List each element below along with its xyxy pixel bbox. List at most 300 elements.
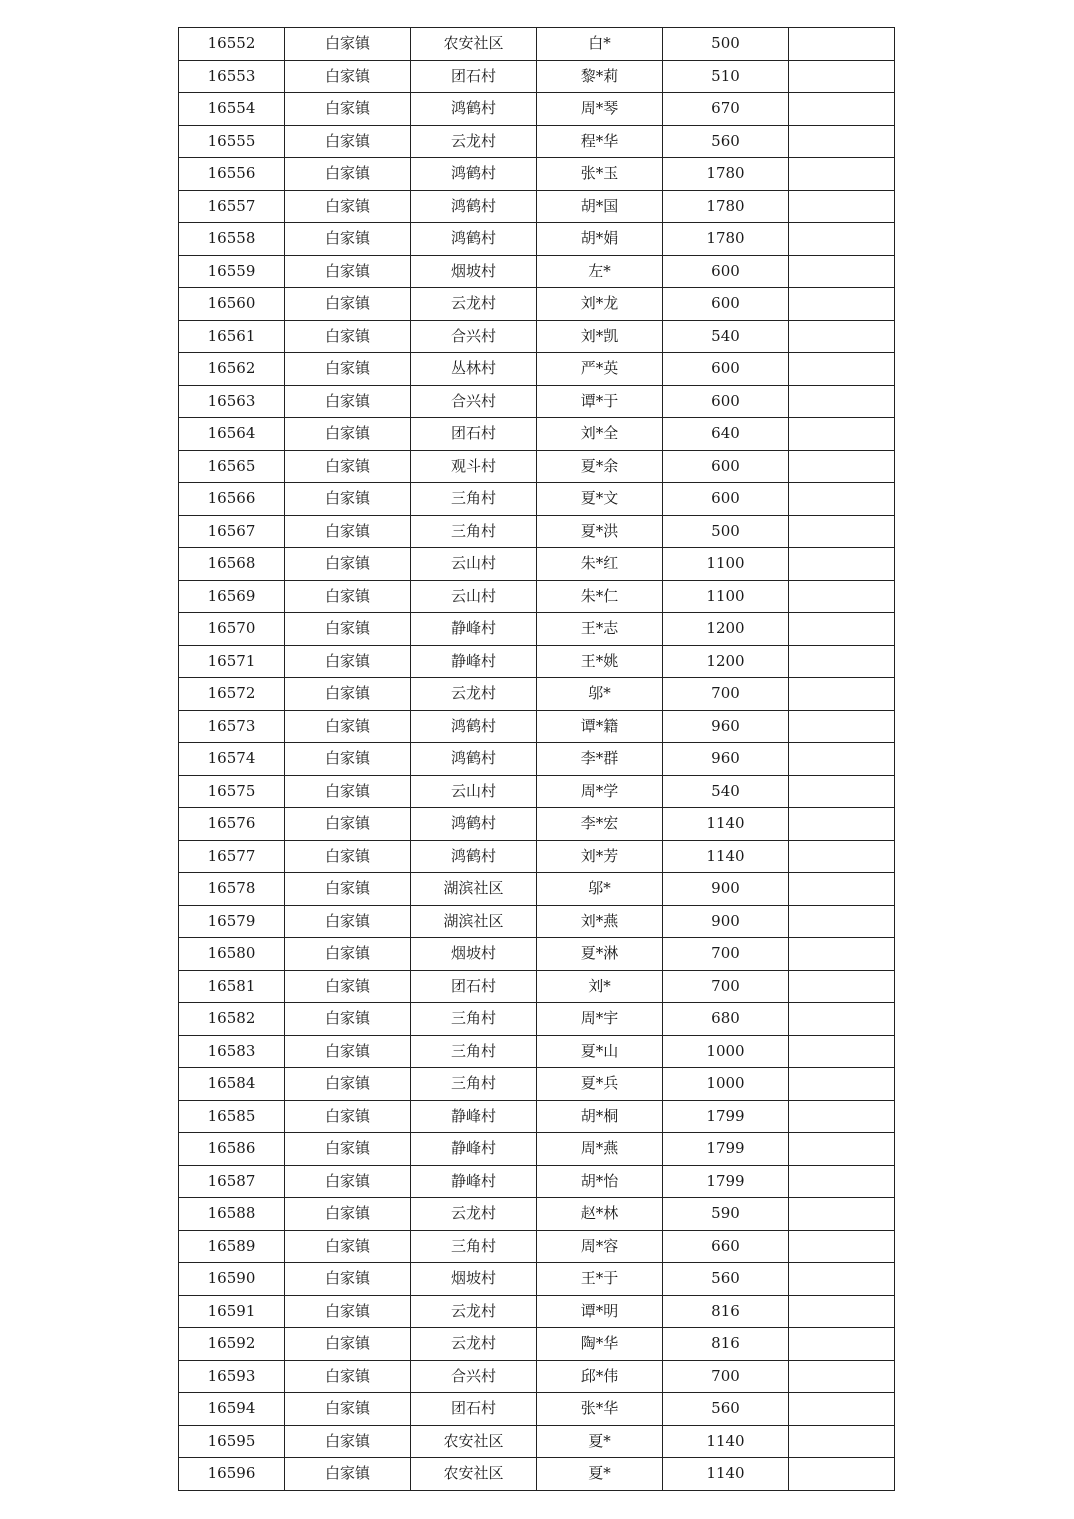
name-cell: 张*玉 xyxy=(537,158,663,191)
name-cell: 黎*莉 xyxy=(537,60,663,93)
remark-cell xyxy=(789,938,895,971)
town-cell: 白家镇 xyxy=(285,808,411,841)
village-cell: 三角村 xyxy=(411,1035,537,1068)
town-cell: 白家镇 xyxy=(285,1100,411,1133)
remark-cell xyxy=(789,28,895,61)
town-cell: 白家镇 xyxy=(285,353,411,386)
remark-cell xyxy=(789,418,895,451)
remark-cell xyxy=(789,483,895,516)
amount-cell: 816 xyxy=(663,1295,789,1328)
remark-cell xyxy=(789,60,895,93)
row-number-cell: 16571 xyxy=(179,645,285,678)
village-cell: 团石村 xyxy=(411,1393,537,1426)
table-row xyxy=(179,353,895,386)
name-cell: 谭*籍 xyxy=(537,710,663,743)
row-number-cell: 16553 xyxy=(179,60,285,93)
village-cell: 云山村 xyxy=(411,580,537,613)
table-row xyxy=(179,743,895,776)
village-cell: 合兴村 xyxy=(411,1360,537,1393)
remark-cell xyxy=(789,450,895,483)
village-cell: 丛林村 xyxy=(411,353,537,386)
name-cell: 谭*明 xyxy=(537,1295,663,1328)
village-cell: 烟坡村 xyxy=(411,255,537,288)
row-number-cell: 16569 xyxy=(179,580,285,613)
table-row xyxy=(179,808,895,841)
name-cell: 周*宇 xyxy=(537,1003,663,1036)
table-row xyxy=(179,645,895,678)
town-cell: 白家镇 xyxy=(285,840,411,873)
town-cell: 白家镇 xyxy=(285,60,411,93)
name-cell: 刘* xyxy=(537,970,663,1003)
table-row xyxy=(179,905,895,938)
row-number-cell: 16555 xyxy=(179,125,285,158)
name-cell: 朱*红 xyxy=(537,548,663,581)
village-cell: 三角村 xyxy=(411,483,537,516)
table-row xyxy=(179,1393,895,1426)
row-number-cell: 16578 xyxy=(179,873,285,906)
row-number-cell: 16552 xyxy=(179,28,285,61)
amount-cell: 500 xyxy=(663,515,789,548)
row-number-cell: 16588 xyxy=(179,1198,285,1231)
table-row xyxy=(179,158,895,191)
village-cell: 云龙村 xyxy=(411,1328,537,1361)
row-number-cell: 16594 xyxy=(179,1393,285,1426)
name-cell: 胡*桐 xyxy=(537,1100,663,1133)
town-cell: 白家镇 xyxy=(285,1165,411,1198)
village-cell: 静峰村 xyxy=(411,613,537,646)
town-cell: 白家镇 xyxy=(285,1360,411,1393)
town-cell: 白家镇 xyxy=(285,385,411,418)
table-row xyxy=(179,125,895,158)
amount-cell: 1200 xyxy=(663,645,789,678)
amount-cell: 500 xyxy=(663,28,789,61)
town-cell: 白家镇 xyxy=(285,1230,411,1263)
amount-cell: 1780 xyxy=(663,158,789,191)
town-cell: 白家镇 xyxy=(285,1328,411,1361)
name-cell: 左* xyxy=(537,255,663,288)
row-number-cell: 16565 xyxy=(179,450,285,483)
remark-cell xyxy=(789,970,895,1003)
town-cell: 白家镇 xyxy=(285,743,411,776)
town-cell: 白家镇 xyxy=(285,93,411,126)
amount-cell: 600 xyxy=(663,385,789,418)
village-cell: 三角村 xyxy=(411,515,537,548)
remark-cell xyxy=(789,873,895,906)
remark-cell xyxy=(789,288,895,321)
remark-cell xyxy=(789,1295,895,1328)
name-cell: 夏*兵 xyxy=(537,1068,663,1101)
name-cell: 周*学 xyxy=(537,775,663,808)
remark-cell xyxy=(789,1100,895,1133)
table-row xyxy=(179,255,895,288)
name-cell: 李*群 xyxy=(537,743,663,776)
name-cell: 周*燕 xyxy=(537,1133,663,1166)
row-number-cell: 16577 xyxy=(179,840,285,873)
name-cell: 胡*国 xyxy=(537,190,663,223)
remark-cell xyxy=(789,1328,895,1361)
village-cell: 团石村 xyxy=(411,970,537,1003)
amount-cell: 960 xyxy=(663,710,789,743)
table-row xyxy=(179,1100,895,1133)
village-cell: 湖滨社区 xyxy=(411,873,537,906)
amount-cell: 560 xyxy=(663,1263,789,1296)
remark-cell xyxy=(789,1230,895,1263)
remark-cell xyxy=(789,775,895,808)
row-number-cell: 16580 xyxy=(179,938,285,971)
table-row xyxy=(179,1425,895,1458)
town-cell: 白家镇 xyxy=(285,905,411,938)
village-cell: 团石村 xyxy=(411,418,537,451)
remark-cell xyxy=(789,93,895,126)
row-number-cell: 16557 xyxy=(179,190,285,223)
name-cell: 胡*娟 xyxy=(537,223,663,256)
remark-cell xyxy=(789,710,895,743)
table-row xyxy=(179,385,895,418)
name-cell: 周*琴 xyxy=(537,93,663,126)
village-cell: 烟坡村 xyxy=(411,1263,537,1296)
table-body xyxy=(179,28,895,1491)
name-cell: 邬* xyxy=(537,873,663,906)
amount-cell: 1100 xyxy=(663,580,789,613)
name-cell: 李*宏 xyxy=(537,808,663,841)
name-cell: 夏*余 xyxy=(537,450,663,483)
village-cell: 农安社区 xyxy=(411,1458,537,1491)
amount-cell: 1140 xyxy=(663,840,789,873)
remark-cell xyxy=(789,125,895,158)
name-cell: 赵*林 xyxy=(537,1198,663,1231)
row-number-cell: 16592 xyxy=(179,1328,285,1361)
village-cell: 鸿鹤村 xyxy=(411,743,537,776)
amount-cell: 1000 xyxy=(663,1068,789,1101)
table-row xyxy=(179,1328,895,1361)
row-number-cell: 16574 xyxy=(179,743,285,776)
row-number-cell: 16581 xyxy=(179,970,285,1003)
village-cell: 静峰村 xyxy=(411,1165,537,1198)
remark-cell xyxy=(789,190,895,223)
amount-cell: 1780 xyxy=(663,223,789,256)
remark-cell xyxy=(789,840,895,873)
remark-cell xyxy=(789,678,895,711)
name-cell: 夏* xyxy=(537,1425,663,1458)
name-cell: 刘*芳 xyxy=(537,840,663,873)
amount-cell: 600 xyxy=(663,288,789,321)
amount-cell: 1000 xyxy=(663,1035,789,1068)
amount-cell: 900 xyxy=(663,873,789,906)
remark-cell xyxy=(789,905,895,938)
village-cell: 云龙村 xyxy=(411,1198,537,1231)
name-cell: 刘*燕 xyxy=(537,905,663,938)
amount-cell: 1100 xyxy=(663,548,789,581)
table-row xyxy=(179,1035,895,1068)
table-row xyxy=(179,28,895,61)
amount-cell: 700 xyxy=(663,970,789,1003)
name-cell: 张*华 xyxy=(537,1393,663,1426)
town-cell: 白家镇 xyxy=(285,613,411,646)
remark-cell xyxy=(789,548,895,581)
village-cell: 烟坡村 xyxy=(411,938,537,971)
amount-cell: 1140 xyxy=(663,1458,789,1491)
row-number-cell: 16570 xyxy=(179,613,285,646)
table-row xyxy=(179,1165,895,1198)
remark-cell xyxy=(789,1263,895,1296)
row-number-cell: 16596 xyxy=(179,1458,285,1491)
name-cell: 白* xyxy=(537,28,663,61)
table-row xyxy=(179,840,895,873)
row-number-cell: 16576 xyxy=(179,808,285,841)
amount-cell: 700 xyxy=(663,678,789,711)
town-cell: 白家镇 xyxy=(285,1003,411,1036)
town-cell: 白家镇 xyxy=(285,678,411,711)
remark-cell xyxy=(789,1393,895,1426)
village-cell: 鸿鹤村 xyxy=(411,808,537,841)
name-cell: 夏*文 xyxy=(537,483,663,516)
row-number-cell: 16591 xyxy=(179,1295,285,1328)
town-cell: 白家镇 xyxy=(285,190,411,223)
name-cell: 夏*淋 xyxy=(537,938,663,971)
remark-cell xyxy=(789,613,895,646)
amount-cell: 700 xyxy=(663,1360,789,1393)
row-number-cell: 16567 xyxy=(179,515,285,548)
amount-cell: 600 xyxy=(663,353,789,386)
table-row xyxy=(179,93,895,126)
town-cell: 白家镇 xyxy=(285,938,411,971)
village-cell: 鸿鹤村 xyxy=(411,93,537,126)
amount-cell: 600 xyxy=(663,450,789,483)
table-row xyxy=(179,450,895,483)
row-number-cell: 16562 xyxy=(179,353,285,386)
row-number-cell: 16587 xyxy=(179,1165,285,1198)
name-cell: 谭*于 xyxy=(537,385,663,418)
village-cell: 三角村 xyxy=(411,1003,537,1036)
amount-cell: 640 xyxy=(663,418,789,451)
table-row xyxy=(179,515,895,548)
village-cell: 鸿鹤村 xyxy=(411,158,537,191)
village-cell: 云龙村 xyxy=(411,288,537,321)
amount-cell: 816 xyxy=(663,1328,789,1361)
amount-cell: 1799 xyxy=(663,1133,789,1166)
village-cell: 三角村 xyxy=(411,1068,537,1101)
village-cell: 静峰村 xyxy=(411,1133,537,1166)
table-row xyxy=(179,1295,895,1328)
town-cell: 白家镇 xyxy=(285,125,411,158)
name-cell: 王*于 xyxy=(537,1263,663,1296)
village-cell: 合兴村 xyxy=(411,320,537,353)
amount-cell: 560 xyxy=(663,125,789,158)
village-cell: 云山村 xyxy=(411,548,537,581)
row-number-cell: 16593 xyxy=(179,1360,285,1393)
amount-cell: 600 xyxy=(663,483,789,516)
village-cell: 三角村 xyxy=(411,1230,537,1263)
village-cell: 观斗村 xyxy=(411,450,537,483)
row-number-cell: 16556 xyxy=(179,158,285,191)
village-cell: 静峰村 xyxy=(411,645,537,678)
table-row xyxy=(179,710,895,743)
row-number-cell: 16573 xyxy=(179,710,285,743)
amount-cell: 670 xyxy=(663,93,789,126)
row-number-cell: 16575 xyxy=(179,775,285,808)
town-cell: 白家镇 xyxy=(285,1133,411,1166)
row-number-cell: 16554 xyxy=(179,93,285,126)
row-number-cell: 16561 xyxy=(179,320,285,353)
town-cell: 白家镇 xyxy=(285,710,411,743)
table-row xyxy=(179,613,895,646)
name-cell: 陶*华 xyxy=(537,1328,663,1361)
remark-cell xyxy=(789,1425,895,1458)
remark-cell xyxy=(789,645,895,678)
amount-cell: 900 xyxy=(663,905,789,938)
town-cell: 白家镇 xyxy=(285,418,411,451)
row-number-cell: 16584 xyxy=(179,1068,285,1101)
remark-cell xyxy=(789,353,895,386)
remark-cell xyxy=(789,255,895,288)
table-row xyxy=(179,483,895,516)
village-cell: 鸿鹤村 xyxy=(411,840,537,873)
town-cell: 白家镇 xyxy=(285,255,411,288)
town-cell: 白家镇 xyxy=(285,775,411,808)
table-row xyxy=(179,1003,895,1036)
name-cell: 王*姚 xyxy=(537,645,663,678)
remark-cell xyxy=(789,1198,895,1231)
name-cell: 朱*仁 xyxy=(537,580,663,613)
remark-cell xyxy=(789,743,895,776)
amount-cell: 560 xyxy=(663,1393,789,1426)
row-number-cell: 16560 xyxy=(179,288,285,321)
amount-cell: 1780 xyxy=(663,190,789,223)
remark-cell xyxy=(789,385,895,418)
town-cell: 白家镇 xyxy=(285,1035,411,1068)
table-row xyxy=(179,938,895,971)
row-number-cell: 16566 xyxy=(179,483,285,516)
table-row xyxy=(179,970,895,1003)
town-cell: 白家镇 xyxy=(285,1263,411,1296)
amount-cell: 960 xyxy=(663,743,789,776)
name-cell: 胡*怡 xyxy=(537,1165,663,1198)
remark-cell xyxy=(789,1068,895,1101)
table-row xyxy=(179,288,895,321)
village-cell: 农安社区 xyxy=(411,1425,537,1458)
table-row xyxy=(179,1230,895,1263)
town-cell: 白家镇 xyxy=(285,970,411,1003)
town-cell: 白家镇 xyxy=(285,645,411,678)
remark-cell xyxy=(789,580,895,613)
village-cell: 云龙村 xyxy=(411,1295,537,1328)
town-cell: 白家镇 xyxy=(285,1393,411,1426)
remark-cell xyxy=(789,320,895,353)
town-cell: 白家镇 xyxy=(285,320,411,353)
town-cell: 白家镇 xyxy=(285,223,411,256)
amount-cell: 660 xyxy=(663,1230,789,1263)
remark-cell xyxy=(789,1458,895,1491)
name-cell: 刘*凯 xyxy=(537,320,663,353)
table-row xyxy=(179,548,895,581)
row-number-cell: 16582 xyxy=(179,1003,285,1036)
town-cell: 白家镇 xyxy=(285,1198,411,1231)
remark-cell xyxy=(789,223,895,256)
row-number-cell: 16590 xyxy=(179,1263,285,1296)
table-row xyxy=(179,580,895,613)
town-cell: 白家镇 xyxy=(285,288,411,321)
table-row xyxy=(179,1068,895,1101)
row-number-cell: 16586 xyxy=(179,1133,285,1166)
table-row xyxy=(179,223,895,256)
row-number-cell: 16595 xyxy=(179,1425,285,1458)
amount-cell: 590 xyxy=(663,1198,789,1231)
village-cell: 鸿鹤村 xyxy=(411,223,537,256)
amount-cell: 680 xyxy=(663,1003,789,1036)
town-cell: 白家镇 xyxy=(285,483,411,516)
town-cell: 白家镇 xyxy=(285,1425,411,1458)
town-cell: 白家镇 xyxy=(285,450,411,483)
village-cell: 湖滨社区 xyxy=(411,905,537,938)
name-cell: 邱*伟 xyxy=(537,1360,663,1393)
amount-cell: 1140 xyxy=(663,808,789,841)
village-cell: 云山村 xyxy=(411,775,537,808)
village-cell: 鸿鹤村 xyxy=(411,710,537,743)
table-row xyxy=(179,320,895,353)
town-cell: 白家镇 xyxy=(285,1458,411,1491)
table-row xyxy=(179,1198,895,1231)
row-number-cell: 16585 xyxy=(179,1100,285,1133)
table-row xyxy=(179,1133,895,1166)
amount-cell: 1140 xyxy=(663,1425,789,1458)
row-number-cell: 16579 xyxy=(179,905,285,938)
name-cell: 王*志 xyxy=(537,613,663,646)
name-cell: 严*英 xyxy=(537,353,663,386)
data-table xyxy=(178,27,895,1491)
table-row xyxy=(179,873,895,906)
row-number-cell: 16559 xyxy=(179,255,285,288)
row-number-cell: 16563 xyxy=(179,385,285,418)
remark-cell xyxy=(789,1133,895,1166)
name-cell: 夏*洪 xyxy=(537,515,663,548)
name-cell: 程*华 xyxy=(537,125,663,158)
amount-cell: 600 xyxy=(663,255,789,288)
table-row xyxy=(179,190,895,223)
name-cell: 刘*龙 xyxy=(537,288,663,321)
row-number-cell: 16572 xyxy=(179,678,285,711)
name-cell: 夏*山 xyxy=(537,1035,663,1068)
town-cell: 白家镇 xyxy=(285,580,411,613)
village-cell: 云龙村 xyxy=(411,125,537,158)
table-row xyxy=(179,418,895,451)
remark-cell xyxy=(789,808,895,841)
row-number-cell: 16568 xyxy=(179,548,285,581)
remark-cell xyxy=(789,515,895,548)
remark-cell xyxy=(789,1165,895,1198)
name-cell: 刘*全 xyxy=(537,418,663,451)
table-row xyxy=(179,1263,895,1296)
village-cell: 鸿鹤村 xyxy=(411,190,537,223)
row-number-cell: 16589 xyxy=(179,1230,285,1263)
village-cell: 静峰村 xyxy=(411,1100,537,1133)
village-cell: 农安社区 xyxy=(411,28,537,61)
town-cell: 白家镇 xyxy=(285,28,411,61)
town-cell: 白家镇 xyxy=(285,1068,411,1101)
table-row xyxy=(179,1458,895,1491)
town-cell: 白家镇 xyxy=(285,158,411,191)
remark-cell xyxy=(789,158,895,191)
name-cell: 周*容 xyxy=(537,1230,663,1263)
amount-cell: 540 xyxy=(663,775,789,808)
amount-cell: 540 xyxy=(663,320,789,353)
town-cell: 白家镇 xyxy=(285,548,411,581)
town-cell: 白家镇 xyxy=(285,515,411,548)
town-cell: 白家镇 xyxy=(285,873,411,906)
remark-cell xyxy=(789,1003,895,1036)
remark-cell xyxy=(789,1035,895,1068)
amount-cell: 1200 xyxy=(663,613,789,646)
table-row xyxy=(179,775,895,808)
